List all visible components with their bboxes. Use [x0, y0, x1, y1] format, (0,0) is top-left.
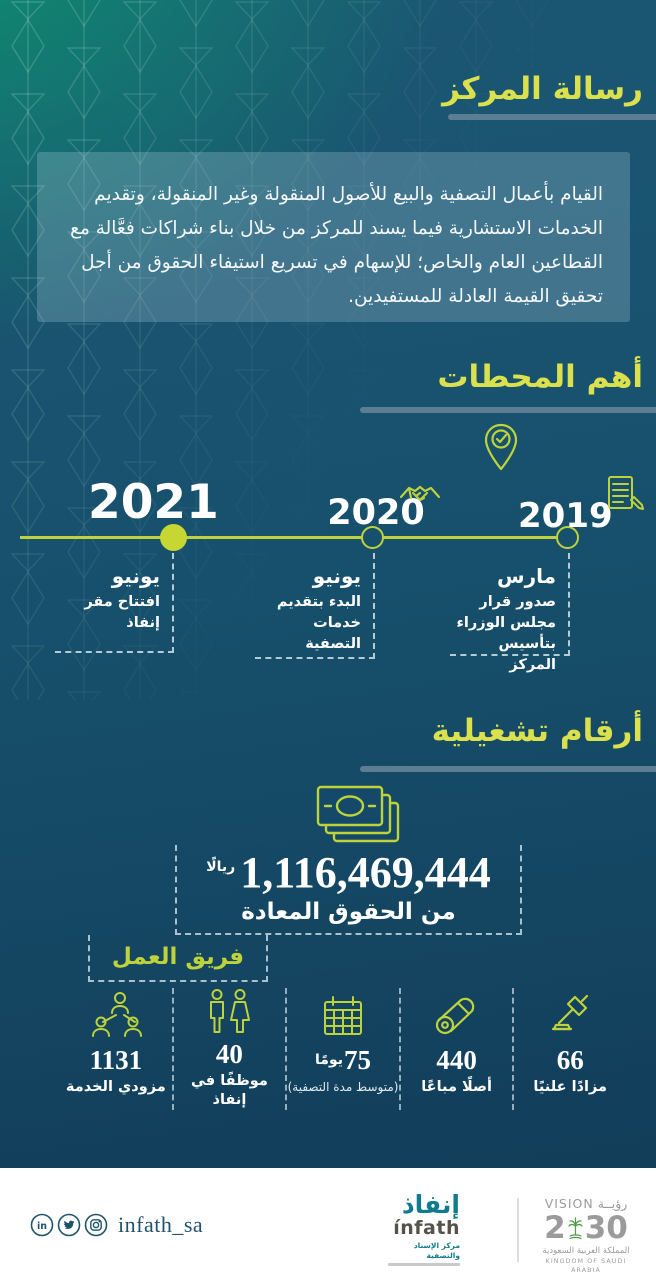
calendar-icon — [320, 988, 366, 1044]
team-label: فريق العمل — [111, 944, 245, 970]
mission-statement-text: القيام بأعمال التصفية والبيع للأصول المنقولة وغير المنقولة، وتقديم الخدمات الاستشارية فيما يسند للمركز من خلال بناء شراكات فعَّالة مع القطاعين العام والخاص؛ للإسهام في تسريع استيفاء الحقوق من أجل تحقيق القيمة العادلة للمستفيدين. — [70, 184, 603, 307]
stat-label: مزادًا علنيًا — [533, 1079, 607, 1095]
stat-value: 75 — [344, 1045, 371, 1075]
gavel-icon — [546, 988, 594, 1044]
vision2030-country-en: KINGDOM OF SAUDI ARABIA — [545, 1258, 627, 1274]
vision2030-logo — [533, 1196, 639, 1275]
stat-label: (متوسط مدة التصفية) — [287, 1080, 399, 1094]
stat-avg-liquidation-days — [285, 988, 399, 1110]
stat-unit: يومًا — [315, 1052, 343, 1068]
handshake-icon — [399, 480, 441, 510]
man-woman-icon — [204, 988, 254, 1038]
linkedin-icon[interactable] — [30, 1213, 54, 1237]
timeline-year-2019: 2019 — [518, 496, 613, 536]
team-label-box — [88, 935, 268, 982]
stat-assets-sold — [399, 988, 513, 1110]
infath-logo-text — [388, 1192, 460, 1266]
stat-employees — [172, 988, 286, 1110]
vision2030-digit-2: 2 — [544, 1210, 566, 1246]
vision2030-year — [533, 1211, 639, 1245]
infath-logo-tagline-en-line — [388, 1263, 460, 1266]
vision2030-country-ar: المملكة العربية السعودية — [542, 1246, 630, 1256]
recovered-amount-value: 1,116,469,444 — [240, 848, 491, 897]
timeline-year-2021: 2021 — [88, 475, 219, 530]
vision2030-digits-30: 30 — [584, 1210, 628, 1246]
milestone-card-2021 — [55, 553, 174, 653]
stat-value: 440 — [436, 1045, 477, 1075]
location-pin-check-icon — [483, 423, 519, 477]
recovered-amount-box — [175, 845, 522, 935]
infath-logo-tagline: مركز الإسناد والتصفية — [413, 1241, 460, 1260]
saudi-emblem-icon — [567, 1216, 584, 1240]
document-pen-icon — [606, 475, 646, 513]
milestone-card-2019 — [450, 553, 570, 673]
svg-text:in: in — [36, 1221, 48, 1232]
stat-value: 1131 — [89, 1045, 143, 1075]
stat-label: أصلًا مباعًا — [421, 1079, 492, 1095]
vision2030-wordmark: رؤيــة VISION — [544, 1196, 628, 1211]
timeline-year-2020: 2020 — [327, 493, 425, 533]
stat-label: مزودي الخدمة — [65, 1079, 166, 1095]
footer-logo-divider — [517, 1198, 519, 1262]
stat-label: موظفًا في إنفاذ — [191, 1073, 268, 1108]
milestone-desc: صدور قرار مجلس الوزراء بتأسيس المركز — [456, 594, 556, 673]
milestone-month: يونيو — [312, 564, 361, 588]
milestone-card-2020 — [255, 553, 375, 659]
mission-title-underline — [448, 114, 656, 120]
infath-logo-latin: ínfath — [393, 1217, 460, 1239]
people-network-icon — [89, 988, 143, 1044]
stat-value: 66 — [556, 1045, 584, 1075]
recovered-amount-caption: من الحقوق المعادة — [241, 899, 456, 925]
social-handle[interactable]: infath_sa — [118, 1212, 204, 1237]
footer — [0, 1168, 656, 1280]
milestone-desc: البدء بتقديم خدمات التصفية — [276, 594, 361, 652]
recovered-amount-unit: ريالًا — [206, 859, 236, 875]
milestone-month: مارس — [496, 564, 556, 588]
infath-logo-arabic: إنفاذ — [401, 1190, 460, 1219]
mission-section-title: رسالة المركز — [442, 71, 643, 107]
figures-title-underline — [360, 766, 656, 772]
timeline-line — [20, 536, 569, 539]
milestone-desc: افتتاح مقر إنفاذ — [84, 594, 160, 631]
social-links — [30, 1212, 203, 1238]
twitter-icon[interactable] — [57, 1213, 81, 1237]
cash-roll-icon — [432, 988, 482, 1044]
stat-service-providers — [60, 988, 172, 1110]
mission-statement-box — [37, 152, 630, 322]
figures-section-title: أرقام تشغيلية — [431, 713, 643, 749]
banknotes-icon — [312, 783, 406, 851]
milestones-title-underline — [360, 407, 656, 413]
instagram-icon[interactable] — [84, 1213, 108, 1237]
milestone-month: يونيو — [111, 564, 160, 588]
stat-public-auctions — [512, 988, 626, 1110]
stats-row — [60, 988, 626, 1110]
stat-value: 40 — [215, 1039, 243, 1069]
milestones-section-title: أهم المحطات — [437, 359, 643, 395]
